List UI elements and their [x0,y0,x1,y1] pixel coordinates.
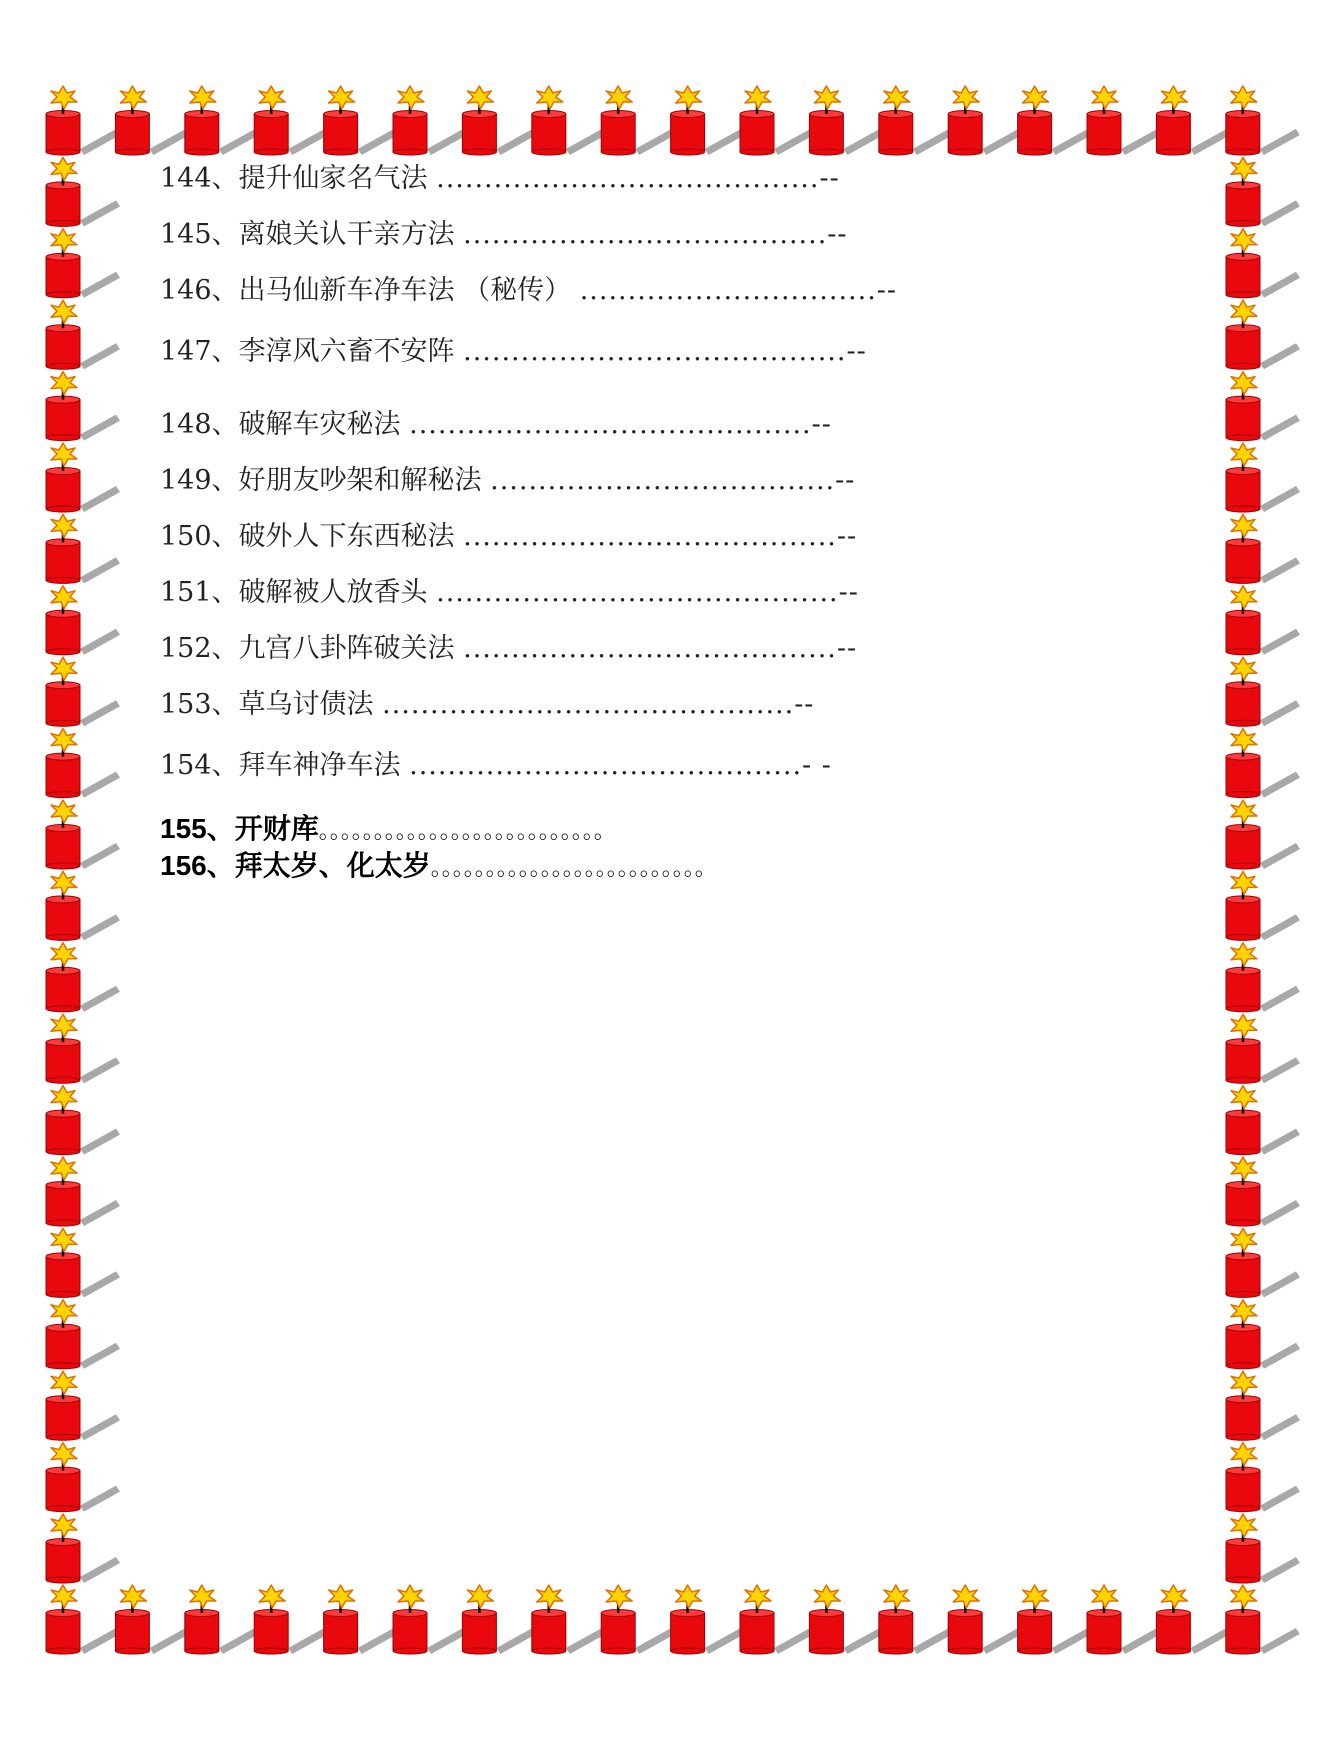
toc-leader: .......................................-- [463,521,858,552]
firecracker-icon [46,443,120,512]
firecracker-icon [809,86,883,155]
toc-entry-147[interactable] [160,335,867,369]
toc-entry-title: 153、草乌讨债法 [160,689,374,720]
firecracker-icon [1226,1086,1300,1155]
firecracker-icon [601,1585,675,1654]
firecracker-icon [324,86,398,155]
firecracker-icon [1087,86,1161,155]
firecracker-icon [1226,372,1300,441]
firecracker-icon [1018,86,1092,155]
firecracker-icon [115,1585,189,1654]
firecracker-icon [254,86,328,155]
toc-entry-154[interactable] [160,749,832,783]
firecracker-icon [46,1443,120,1512]
toc-entry-145[interactable] [160,218,848,252]
toc-entry-title: 152、九宫八卦阵破关法 [160,633,455,664]
toc-leader: ....................................-- [490,465,856,496]
toc-entry-151[interactable] [160,576,859,610]
firecracker-icon [393,1585,467,1654]
firecracker-icon [46,1585,120,1654]
firecracker-icon [46,1228,120,1297]
firecracker-icon [1226,86,1300,155]
firecracker-icon [1156,1585,1230,1654]
toc-entry-156[interactable] [160,849,717,885]
firecracker-icon [1087,1585,1161,1654]
toc-leader: ........................................-- [463,336,867,367]
toc-leader: ...........................................-- [382,689,815,720]
firecracker-icon [1226,1157,1300,1226]
toc-leader: ......................................-- [463,219,848,250]
toc-entry-152[interactable] [160,632,857,666]
firecracker-icon [46,943,120,1012]
firecracker-icon [1226,800,1300,869]
firecracker-icon [115,86,189,155]
firecracker-icon [46,1086,120,1155]
toc-entry-153[interactable] [160,688,814,722]
firecracker-icon [1226,300,1300,369]
firecracker-icon [46,1514,120,1583]
toc-entry-title: 144、提升仙家名气法 [160,163,428,194]
toc-entry-title: 156、拜太岁、化太岁 [160,850,431,881]
toc-leader: ..........................................-- [409,409,832,440]
firecracker-icon [46,86,120,155]
firecracker-icon [46,229,120,298]
firecracker-icon [1226,443,1300,512]
firecracker-icon [46,1371,120,1440]
firecracker-icon [879,1585,953,1654]
toc-entry-title: 150、破外人下东西秘法 [160,521,455,552]
firecracker-icon [393,86,467,155]
firecracker-icon [1226,943,1300,1012]
firecracker-icon [601,86,675,155]
firecracker-icon [185,86,259,155]
firecracker-icon [254,1585,328,1654]
firecracker-icon [46,1014,120,1083]
firecracker-icon [740,86,814,155]
firecracker-icon [185,1585,259,1654]
toc-entry-title: 148、破解车灾秘法 [160,409,401,440]
firecracker-icon [324,1585,398,1654]
toc-leader: ...............................-- [579,275,898,306]
firecracker-icon [46,300,120,369]
firecracker-icon [1226,1371,1300,1440]
toc-leader: ........................................-- [436,163,840,194]
firecracker-icon [1226,1585,1300,1654]
firecracker-icon [671,1585,745,1654]
toc-entry-title: 154、拜车神净车法 [160,750,401,781]
toc-leader: ..........................................-- [436,577,859,608]
toc-entry-150[interactable] [160,520,857,554]
firecracker-icon [1226,1228,1300,1297]
toc-entry-title: 147、李淳风六畜不安阵 [160,336,455,367]
firecracker-icon [46,514,120,583]
firecracker-icon [1226,871,1300,940]
firecracker-icon [46,1300,120,1369]
firecracker-icon [1226,514,1300,583]
firecracker-icon [1226,729,1300,798]
firecracker-icon [1226,1514,1300,1583]
firecracker-icon [46,586,120,655]
toc-leader: 。。。。。。。。。。。。。。。。。。。。。。。。。。 [318,818,616,843]
firecracker-icon [532,1585,606,1654]
firecracker-icon [1226,1300,1300,1369]
toc-entry-title: 149、好朋友吵架和解秘法 [160,465,482,496]
toc-entry-title: 155、开财库 [160,813,319,844]
firecracker-icon [1226,657,1300,726]
firecracker-icon [879,86,953,155]
firecracker-icon [46,729,120,798]
toc-leader: .......................................-- [463,633,858,664]
toc-entry-155[interactable] [160,812,616,848]
firecracker-icon [948,86,1022,155]
toc-entry-144[interactable] [160,162,840,196]
firecracker-icon [462,1585,536,1654]
firecracker-icon [1226,229,1300,298]
firecracker-icon [46,800,120,869]
firecracker-icon [1226,586,1300,655]
firecracker-icon [1018,1585,1092,1654]
toc-entry-148[interactable] [160,408,832,442]
firecracker-icon [46,1157,120,1226]
firecracker-icon [46,657,120,726]
toc-leader: .........................................- - [409,750,832,781]
firecracker-icon [1226,1014,1300,1083]
firecracker-icon [46,372,120,441]
firecracker-icon [948,1585,1022,1654]
firecracker-icon [462,86,536,155]
toc-entry-146[interactable] [160,274,897,308]
firecracker-icon [46,157,120,226]
firecracker-icon [1226,157,1300,226]
toc-entry-title: 151、破解被人放香头 [160,577,428,608]
firecracker-icon [532,86,606,155]
toc-entry-title: 146、出马仙新车净车法 （秘传） [160,275,572,306]
firecracker-icon [1156,86,1230,155]
firecracker-icon [671,86,745,155]
firecracker-icon [809,1585,883,1654]
toc-entry-title: 145、离娘关认干亲方法 [160,219,455,250]
firecracker-icon [1226,1443,1300,1512]
firecracker-icon [740,1585,814,1654]
toc-entry-149[interactable] [160,464,855,498]
toc-leader: 。。。。。。。。。。。。。。。。。。。。。。。。。 [430,855,717,880]
firecracker-icon [46,871,120,940]
